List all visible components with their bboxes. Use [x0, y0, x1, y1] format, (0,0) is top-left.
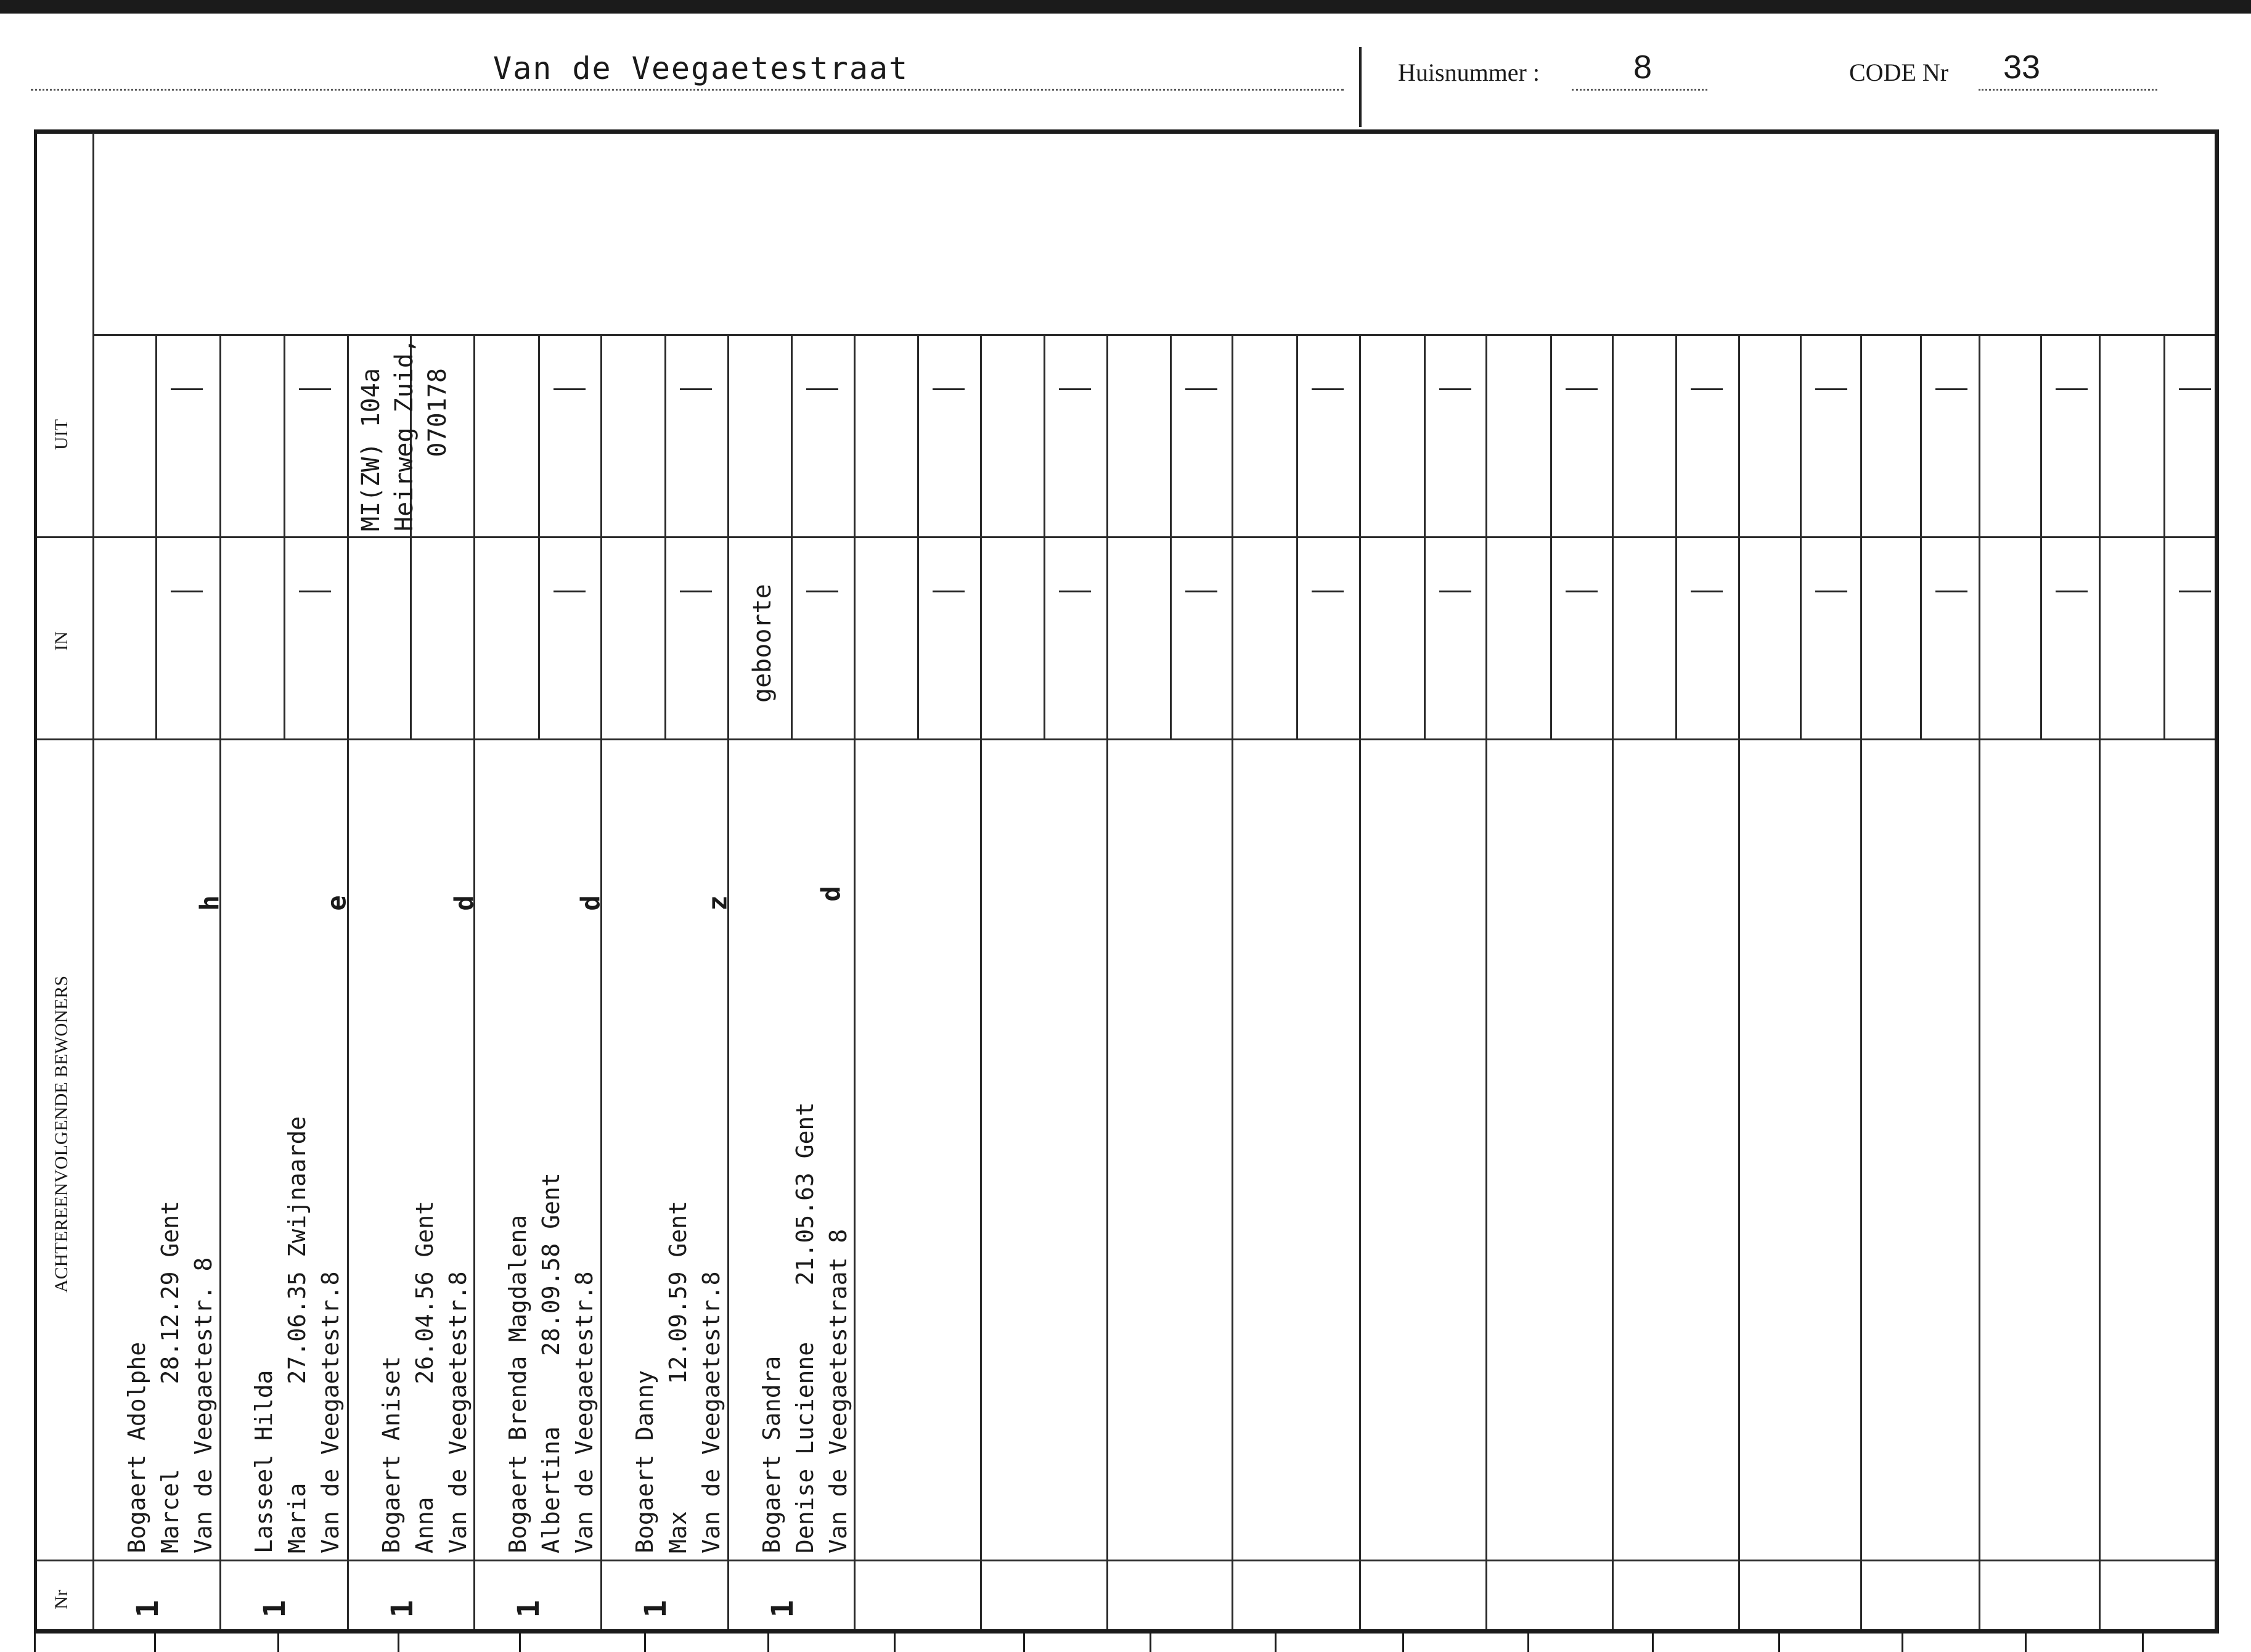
house-number-value: 8 — [1633, 49, 1653, 86]
resident-record: Bogaert Adolphe Marcel 28.12.29 Gent Van de Veegaetestr. 8 — [123, 1201, 217, 1553]
row-label-uit: UIT — [51, 419, 71, 450]
code-number-label: CODE Nr — [1849, 59, 1949, 86]
bottom-tick — [644, 1630, 646, 1652]
empty-entry-dash — [1566, 591, 1598, 592]
arrival-note: geboorte — [748, 584, 777, 703]
bottom-tick — [1150, 1630, 1151, 1652]
empty-entry-dash — [554, 388, 586, 390]
household-position-code: e — [321, 895, 352, 911]
sub-column-border — [284, 334, 285, 738]
empty-entry-dash — [933, 388, 965, 390]
empty-entry-dash — [1312, 591, 1344, 592]
column-border — [1979, 334, 1980, 1629]
column-border — [1106, 334, 1108, 1629]
document-header — [0, 37, 2251, 129]
sub-column-border — [1550, 334, 1552, 738]
empty-entry-dash — [2179, 591, 2211, 592]
row-border-residents — [37, 1560, 2215, 1561]
resident-number: 1 — [512, 1600, 546, 1618]
label-column-border — [92, 133, 94, 1629]
bottom-tick — [767, 1630, 769, 1652]
sub-column-border — [538, 334, 540, 738]
empty-entry-dash — [680, 388, 712, 390]
empty-entry-dash — [1439, 591, 1471, 592]
resident-number: 1 — [258, 1600, 292, 1618]
code-number-dotted-line — [1979, 89, 2157, 91]
bottom-tick — [277, 1630, 279, 1652]
empty-entry-dash — [2056, 591, 2088, 592]
bottom-tick — [2025, 1630, 2027, 1652]
header-divider — [1359, 47, 1362, 127]
sub-column-border — [1920, 334, 1922, 738]
household-position-code: d — [815, 886, 846, 902]
household-position-code: d — [575, 895, 606, 911]
empty-entry-dash — [1312, 388, 1344, 390]
empty-entry-dash — [554, 591, 586, 592]
sub-column-border — [2163, 334, 2165, 738]
resident-record: Lasseel Hilda Maria 27.06.35 Zwijnaarde Van de Veegaetestr.8 — [250, 1116, 344, 1553]
column-border — [2099, 334, 2101, 1629]
household-position-code: z — [702, 895, 733, 911]
empty-entry-dash — [1815, 591, 1847, 592]
household-position-code: h — [194, 895, 225, 911]
empty-entry-dash — [1815, 388, 1847, 390]
bottom-tick — [894, 1630, 896, 1652]
empty-entry-dash — [1185, 388, 1217, 390]
street-dotted-line — [31, 89, 1344, 91]
sub-column-border — [1296, 334, 1298, 738]
row-label-in: IN — [51, 631, 71, 651]
empty-entry-dash — [1185, 591, 1217, 592]
resident-record: Bogaert Sandra Denise Lucienne 21.05.63 Gent Van de Veegaetestraat 8 — [758, 1102, 852, 1553]
empty-entry-dash — [1935, 388, 1967, 390]
bottom-tick — [1527, 1630, 1529, 1652]
column-border — [980, 334, 982, 1629]
empty-entry-dash — [1566, 388, 1598, 390]
house-number-dotted-line — [1572, 89, 1707, 91]
sub-column-border — [1044, 334, 1045, 738]
street-name: Van de Veegaetestraat — [493, 51, 909, 86]
resident-number: 1 — [385, 1600, 420, 1618]
row-label-residents: ACHTEREENVOLGENDE BEWONERS — [51, 975, 71, 1293]
bottom-tick — [1402, 1630, 1404, 1652]
resident-record: Bogaert Aniset Anna 26.04.56 Gent Van de Veegaetestr.8 — [378, 1201, 472, 1553]
column-border — [1612, 334, 1614, 1629]
sub-column-border — [1675, 334, 1677, 738]
resident-number: 1 — [131, 1600, 165, 1618]
column-border — [1359, 334, 1361, 1629]
code-number-value: 33 — [2003, 49, 2041, 86]
sub-column-border — [791, 334, 793, 738]
empty-entry-dash — [806, 388, 838, 390]
bottom-tick — [154, 1630, 156, 1652]
row-border-in — [37, 738, 2215, 740]
bottom-tick — [1652, 1630, 1654, 1652]
empty-entry-dash — [2179, 388, 2211, 390]
empty-entry-dash — [1059, 591, 1091, 592]
empty-entry-dash — [1935, 591, 1967, 592]
sub-column-border — [664, 334, 666, 738]
sub-column-border — [1424, 334, 1426, 738]
bottom-tick — [1778, 1630, 1780, 1652]
sub-column-border — [155, 334, 157, 738]
empty-entry-dash — [299, 388, 331, 390]
resident-record: Bogaert Brenda Magdalena Albertina 28.09.58 Gent Van de Veegaetestr.8 — [504, 1172, 598, 1553]
sub-column-border — [1170, 334, 1172, 738]
departure-note: MI(ZW) 104a Heirweg Zuid, 070178 — [357, 338, 452, 531]
column-border — [347, 334, 349, 1629]
row-border-uit — [37, 536, 2215, 538]
column-border — [1232, 334, 1233, 1629]
resident-number: 1 — [639, 1600, 673, 1618]
empty-entry-dash — [933, 591, 965, 592]
empty-entry-dash — [1439, 388, 1471, 390]
bottom-tick — [2142, 1630, 2144, 1652]
row-label-nr: Nr — [51, 1590, 71, 1609]
house-number-label: Huisnummer : — [1398, 59, 1540, 86]
column-border — [1738, 334, 1740, 1629]
empty-entry-dash — [806, 591, 838, 592]
column-border — [1485, 334, 1487, 1629]
resident-record: Bogaert Danny Max 12.09.59 Gent Van de Veegaetestr.8 — [631, 1201, 725, 1553]
bottom-tick — [1902, 1630, 1903, 1652]
column-border — [1860, 334, 1862, 1629]
sub-column-border — [2040, 334, 2042, 738]
bottom-tick — [398, 1630, 399, 1652]
bottom-tick — [1275, 1630, 1277, 1652]
empty-entry-dash — [171, 591, 203, 592]
bottom-tick — [519, 1630, 521, 1652]
household-position-code: d — [449, 895, 480, 911]
empty-entry-dash — [680, 591, 712, 592]
scan-top-edge — [0, 0, 2251, 14]
sub-column-border — [917, 334, 919, 738]
empty-entry-dash — [1691, 388, 1723, 390]
empty-entry-dash — [299, 591, 331, 592]
empty-entry-dash — [2056, 388, 2088, 390]
sub-column-border — [1800, 334, 1802, 738]
bottom-tick — [34, 1630, 36, 1652]
empty-entry-dash — [171, 388, 203, 390]
bottom-tick — [1023, 1630, 1025, 1652]
resident-number: 1 — [766, 1600, 800, 1618]
empty-entry-dash — [1691, 591, 1723, 592]
empty-entry-dash — [1059, 388, 1091, 390]
